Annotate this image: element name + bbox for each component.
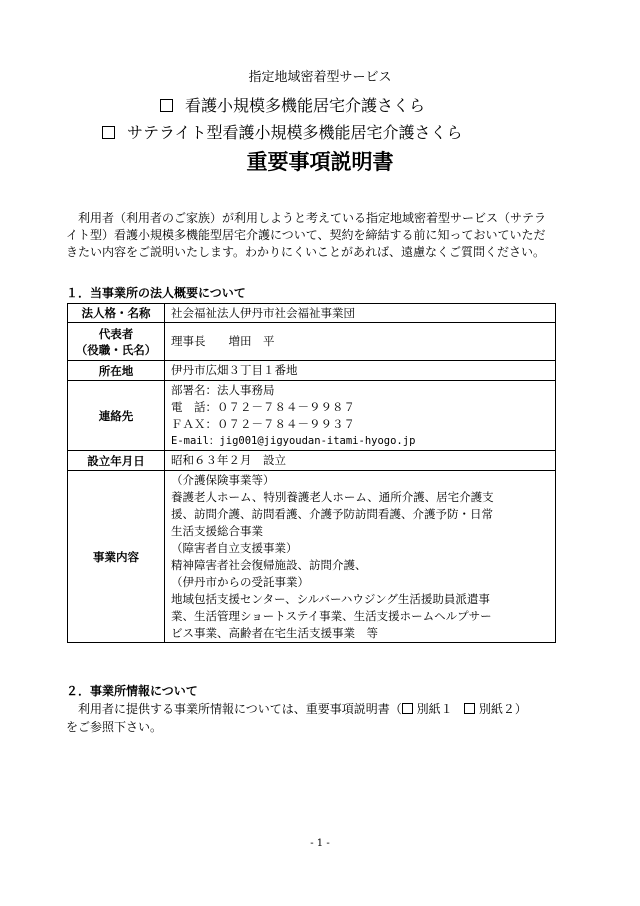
row-value: 理事長 増田 平 <box>165 323 556 361</box>
row-label: 法人格・名称 <box>68 304 165 323</box>
row-label: 連絡先 <box>68 381 165 451</box>
email-text: E-mail：jig001@jigyoudan-itami-hyogo.jp <box>171 434 416 447</box>
checkbox-icon[interactable] <box>402 703 413 714</box>
corporation-info-table <box>67 303 556 643</box>
table-row <box>68 361 556 381</box>
section-2-heading: ２．事業所情報について <box>66 684 198 698</box>
checkbox-icon[interactable] <box>160 99 173 112</box>
option-label: 看護小規模多機能居宅介護さくら <box>185 96 426 115</box>
checkbox-icon[interactable] <box>102 126 115 139</box>
section-2-text <box>66 700 527 736</box>
option-satellite-sakura[interactable] <box>102 120 463 143</box>
page-number: - 1 - <box>310 838 330 849</box>
section-1-heading: １．当事業所の法人概要について <box>66 286 246 300</box>
row-value: 部署名：法人事務局 電 話：０７２－７８４－９９８７ ＦＡＸ：０７２－７８４－９９３７ E-mail：jig001@jigyoudan-itami-hyogo.jp <box>165 381 556 451</box>
note-line: をご参照下さい。 <box>66 720 163 734</box>
table-row <box>68 471 556 643</box>
row-value: 伊丹市広畑３丁目１番地 <box>165 361 556 381</box>
option-label: サテライト型看護小規模多機能居宅介護さくら <box>127 123 463 142</box>
document-title: 重要事項説明書 <box>246 149 394 174</box>
row-value: 昭和６３年２月 設立 <box>165 451 556 471</box>
table-row <box>68 323 556 361</box>
row-value: 社会福祉法人伊丹市社会福祉事業団 <box>165 304 556 323</box>
row-label: 代表者 （役職・氏名） <box>68 323 165 361</box>
note-line: 利用者に提供する事業所情報については、重要事項説明書（ 別紙１ 別紙２） <box>78 702 527 716</box>
intro-line: きたい内容をご説明いたします。わかりにくいことがあれば、遠慮なくご質問ください。 <box>66 245 546 259</box>
table-row <box>68 304 556 323</box>
table-row <box>68 451 556 471</box>
checkbox-icon[interactable] <box>464 703 475 714</box>
intro-line: イト型）看護小規模多機能型居宅介護について、契約を締結する前に知っておいていただ <box>66 228 546 242</box>
row-value: （介護保険事業等） 養護老人ホーム、特別養護老人ホーム、通所介護、居宅介護支 援、訪問介護、訪問看護、介護予防訪問看護、介護予防・日常 生活支援総合事業 （障害者自立支援事業） 精神障害者社会復帰施設、訪問介護、 （伊丹市からの受託事業） 地域包括支援センター、シルバーハウジング生活援助員派遣事 業、生活管理ショートステイ事業、生活支援ホームヘルプサー ビス事業、高齢者在宅生活支援事業 等 <box>165 471 556 643</box>
service-type-subtitle: 指定地域密着型サービス <box>248 70 392 85</box>
row-label: 所在地 <box>68 361 165 381</box>
row-label: 設立年月日 <box>68 451 165 471</box>
option-kango-sakura[interactable] <box>160 93 425 116</box>
intro-line: 利用者（利用者のご家族）が利用しようと考えている指定地域密着型サービス（サテラ <box>78 211 547 225</box>
row-label: 事業内容 <box>68 471 165 643</box>
table-row <box>68 381 556 451</box>
intro-paragraph <box>66 210 578 261</box>
